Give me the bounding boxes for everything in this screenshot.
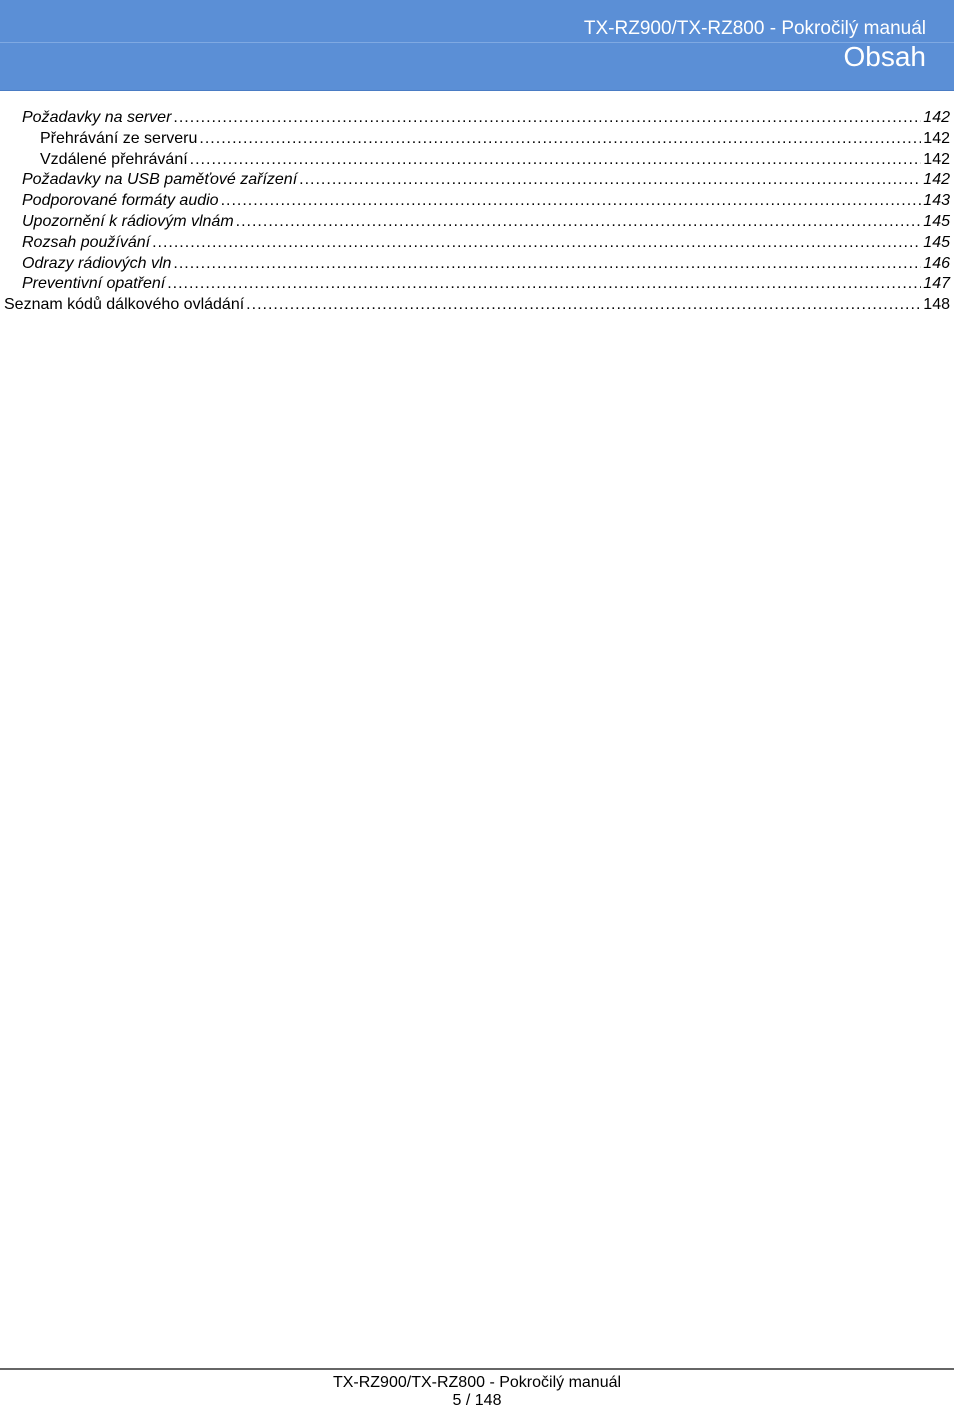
page-title: Obsah	[843, 41, 926, 72]
toc-entry[interactable]	[0, 274, 950, 295]
toc-leader-dots	[190, 150, 922, 171]
toc-entry-page: 145	[923, 212, 950, 230]
toc-leader-dots	[299, 170, 921, 191]
toc-entry-label: Odrazy rádiových vln	[22, 254, 172, 272]
toc-leader-dots	[152, 233, 921, 254]
toc-entry[interactable]	[0, 254, 950, 275]
toc-entry-label: Vzdálené přehrávání	[40, 150, 188, 168]
toc-entry-label: Seznam kódů dálkového ovládání	[4, 296, 245, 314]
toc-entry-label: Rozsah používání	[22, 233, 151, 251]
table-of-contents	[0, 108, 950, 316]
footer-divider	[0, 1368, 954, 1370]
toc-entry[interactable]	[0, 170, 950, 191]
page-header	[0, 0, 954, 91]
header-subtitle: TX-RZ900/TX-RZ800 - Pokročilý manuál	[583, 18, 926, 39]
toc-entry-page: 145	[923, 233, 950, 251]
toc-entry-label: Podporované formáty audio	[22, 192, 219, 210]
toc-entry-page: 142	[923, 150, 950, 168]
toc-entry-page: 142	[923, 171, 950, 189]
toc-leader-dots	[221, 191, 922, 212]
toc-entry-page: 148	[923, 296, 950, 314]
toc-entry-page: 142	[923, 129, 950, 147]
toc-leader-dots	[199, 129, 921, 150]
toc-entry[interactable]	[0, 191, 950, 212]
toc-leader-dots	[236, 212, 922, 233]
toc-entry-page: 147	[923, 275, 950, 293]
toc-entry[interactable]	[0, 150, 950, 171]
toc-entry-label: Přehrávání ze serveru	[40, 129, 198, 147]
toc-entry[interactable]	[0, 295, 950, 316]
toc-entry[interactable]	[0, 212, 950, 233]
toc-entry-label: Požadavky na server	[22, 109, 172, 126]
toc-entry[interactable]	[0, 233, 950, 254]
toc-entry-page: 143	[923, 192, 950, 210]
toc-entry-label: Preventivní opatření	[22, 275, 166, 293]
toc-entry-page: 146	[923, 254, 950, 272]
page-number: 5 / 148	[452, 1392, 502, 1409]
toc-entry-label: Požadavky na USB paměťové zařízení	[22, 171, 298, 189]
footer-title: TX-RZ900/TX-RZ800 - Pokročilý manuál	[332, 1374, 622, 1391]
toc-leader-dots	[173, 108, 921, 129]
toc-leader-dots	[167, 274, 921, 295]
toc-entry[interactable]	[0, 108, 950, 129]
toc-leader-dots	[173, 254, 921, 275]
toc-entry[interactable]	[0, 129, 950, 150]
toc-entry-label: Upozornění k rádiovým vlnám	[22, 212, 234, 230]
toc-entry-page: 142	[923, 109, 950, 126]
toc-leader-dots	[246, 295, 921, 316]
header-divider	[0, 42, 954, 43]
